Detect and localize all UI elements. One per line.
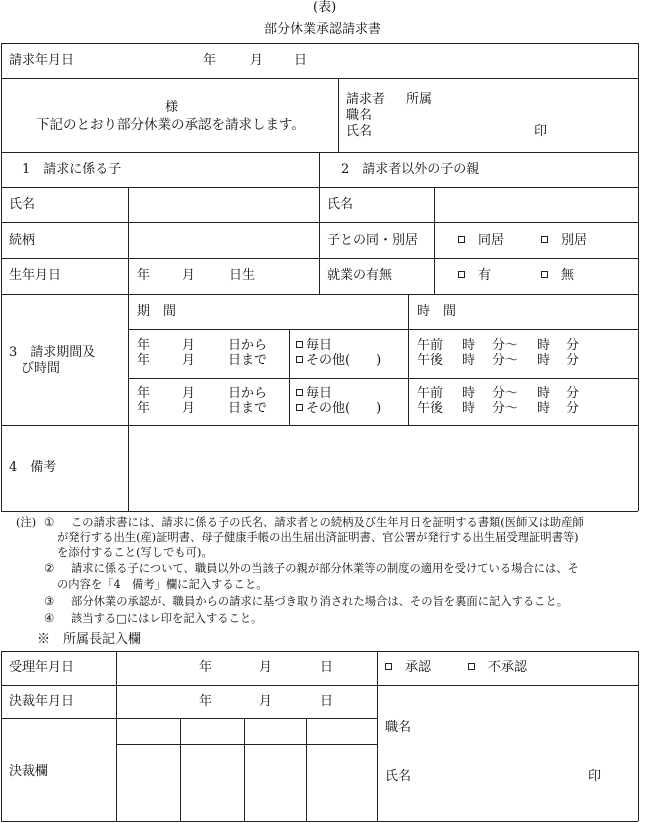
to-day: 日まで xyxy=(228,401,268,416)
am-minute: 分〜 xyxy=(492,386,519,401)
office-section-title: ※ 所属長記入欄 xyxy=(37,632,142,647)
decision-day: 日 xyxy=(320,694,334,709)
to-day: 日まで xyxy=(228,353,268,368)
receipt-date-label: 受理年月日 xyxy=(9,660,75,675)
section1-title: 1 請求に係る子 xyxy=(22,162,122,177)
checkbox-icon xyxy=(541,271,548,278)
checkbox-icon xyxy=(458,236,465,243)
from-year: 年 xyxy=(137,386,151,401)
request-date-year: 年 xyxy=(203,53,217,68)
child-birth-label: 生年月日 xyxy=(9,268,62,283)
requester-position: 職名 xyxy=(346,108,373,123)
note1-line3: を添付すること(写しでも可)。 xyxy=(57,546,213,559)
pm-minute: 分〜 xyxy=(492,353,519,368)
side-label: (表) xyxy=(313,0,337,15)
to-year: 年 xyxy=(137,401,151,416)
receipt-year: 年 xyxy=(199,660,213,675)
note1-number: ① xyxy=(44,516,55,529)
office-seal: 印 xyxy=(588,769,602,784)
am-minute: 分〜 xyxy=(492,338,519,353)
pm-label: 午後 xyxy=(417,401,444,416)
parent-cohabit-label: 子との同・別居 xyxy=(327,233,419,248)
to-month: 月 xyxy=(182,401,196,416)
pm-label: 午後 xyxy=(417,353,444,368)
period-header: 期 間 xyxy=(137,304,177,319)
requester-label: 請求者 xyxy=(346,92,386,107)
cohabit-option-separate[interactable]: 別居 xyxy=(541,233,587,249)
pm-minute: 分〜 xyxy=(492,401,519,416)
receipt-month: 月 xyxy=(259,660,273,675)
child-relation-label: 続柄 xyxy=(9,233,36,248)
am-minute-end: 分 xyxy=(566,386,580,401)
section3-title-line2: び時間 xyxy=(21,361,61,376)
decision-year: 年 xyxy=(199,694,213,709)
requester-seal: 印 xyxy=(534,124,548,139)
option-other[interactable]: その他( ) xyxy=(296,401,381,417)
pm-minute-end: 分 xyxy=(566,401,580,416)
from-month: 月 xyxy=(182,386,196,401)
request-date-day: 日 xyxy=(294,53,308,68)
am-hour: 時 xyxy=(462,386,476,401)
time-header: 時 間 xyxy=(417,304,457,319)
section4-title: 4 備考 xyxy=(9,460,57,475)
child-name-label: 氏名 xyxy=(9,197,36,212)
option-daily[interactable]: 毎日 xyxy=(296,338,332,354)
checkbox-icon xyxy=(541,236,548,243)
decision-month: 月 xyxy=(259,694,273,709)
option-other[interactable]: その他( ) xyxy=(296,353,381,369)
note3-number: ③ xyxy=(44,595,55,608)
am-hour-end: 時 xyxy=(537,338,551,353)
am-minute-end: 分 xyxy=(566,338,580,353)
office-name-label: 氏名 xyxy=(385,769,412,784)
note3-line1: 部分休業の承認が、職員からの請求に基づき取り消された場合は、その旨を裏面に記入すること。 xyxy=(71,595,569,608)
work-option-yes[interactable]: 有 xyxy=(458,268,491,284)
pm-minute-end: 分 xyxy=(566,353,580,368)
to-month: 月 xyxy=(182,353,196,368)
addressee-text: 下記のとおり部分休業の承認を請求します。 xyxy=(36,117,305,133)
approve-option[interactable]: 承認 xyxy=(385,660,431,676)
child-birth-day: 日生 xyxy=(229,268,256,283)
addressee-sama: 様 xyxy=(165,100,179,115)
request-date-month: 月 xyxy=(250,53,264,68)
section2-title: 2 請求者以外の子の親 xyxy=(341,162,480,177)
from-day: 日から xyxy=(228,386,268,401)
requester-affiliation: 所属 xyxy=(406,92,433,107)
from-day: 日から xyxy=(228,338,268,353)
am-label: 午前 xyxy=(417,386,444,401)
checkbox-icon xyxy=(296,389,303,396)
request-date-label: 請求年月日 xyxy=(9,53,75,68)
note2-line1: 請求に係る子について、職員以外の当該子の親が部分休業等の制度の適用を受けている場合には、そ xyxy=(71,562,579,575)
note2-number: ② xyxy=(44,562,55,575)
form-title: 部分休業承認請求書 xyxy=(264,22,382,37)
from-month: 月 xyxy=(182,338,196,353)
requester-name: 氏名 xyxy=(346,124,373,139)
child-birth-month: 月 xyxy=(182,268,196,283)
checkbox-icon xyxy=(296,341,303,348)
to-year: 年 xyxy=(137,353,151,368)
checkbox-icon xyxy=(296,356,303,363)
note4-line1: 該当する□にはレ印を記入すること。 xyxy=(71,612,263,625)
checkbox-icon xyxy=(296,404,303,411)
pm-hour-end: 時 xyxy=(537,353,551,368)
checkbox-icon xyxy=(385,663,392,670)
am-hour-end: 時 xyxy=(537,386,551,401)
notes-prefix: (注) xyxy=(16,516,37,529)
option-daily[interactable]: 毎日 xyxy=(296,386,332,402)
from-year: 年 xyxy=(137,338,151,353)
child-birth-year: 年 xyxy=(137,268,151,283)
disapprove-option[interactable]: 不承認 xyxy=(468,660,527,676)
pm-hour-end: 時 xyxy=(537,401,551,416)
cohabit-option-together[interactable]: 同居 xyxy=(458,233,504,249)
checkbox-icon xyxy=(458,271,465,278)
stamp-label: 決裁欄 xyxy=(9,764,49,779)
office-position-label: 職名 xyxy=(385,720,412,735)
parent-work-label: 就業の有無 xyxy=(327,268,393,283)
am-label: 午前 xyxy=(417,338,444,353)
work-option-no[interactable]: 無 xyxy=(541,268,574,284)
note1-line2: が発行する出生(産)証明書、母子健康手帳の出生届出済証明書、官公署が発行する出生届受理証明書等) xyxy=(57,531,579,544)
note1-line1: この請求書には、請求に係る子の氏名、請求者との続柄及び生年月日を証明する書類(医師又は助産師 xyxy=(71,516,584,529)
parent-name-label: 氏名 xyxy=(327,197,354,212)
note4-number: ④ xyxy=(44,612,55,625)
pm-hour: 時 xyxy=(462,353,476,368)
note2-line2: の内容を「4 備考」欄に記入すること。 xyxy=(57,578,268,591)
am-hour: 時 xyxy=(462,338,476,353)
section3-title-line1: 3 請求期間及 xyxy=(9,345,96,360)
decision-date-label: 決裁年月日 xyxy=(9,694,75,709)
checkbox-icon xyxy=(468,663,475,670)
receipt-day: 日 xyxy=(320,660,334,675)
pm-hour: 時 xyxy=(462,401,476,416)
